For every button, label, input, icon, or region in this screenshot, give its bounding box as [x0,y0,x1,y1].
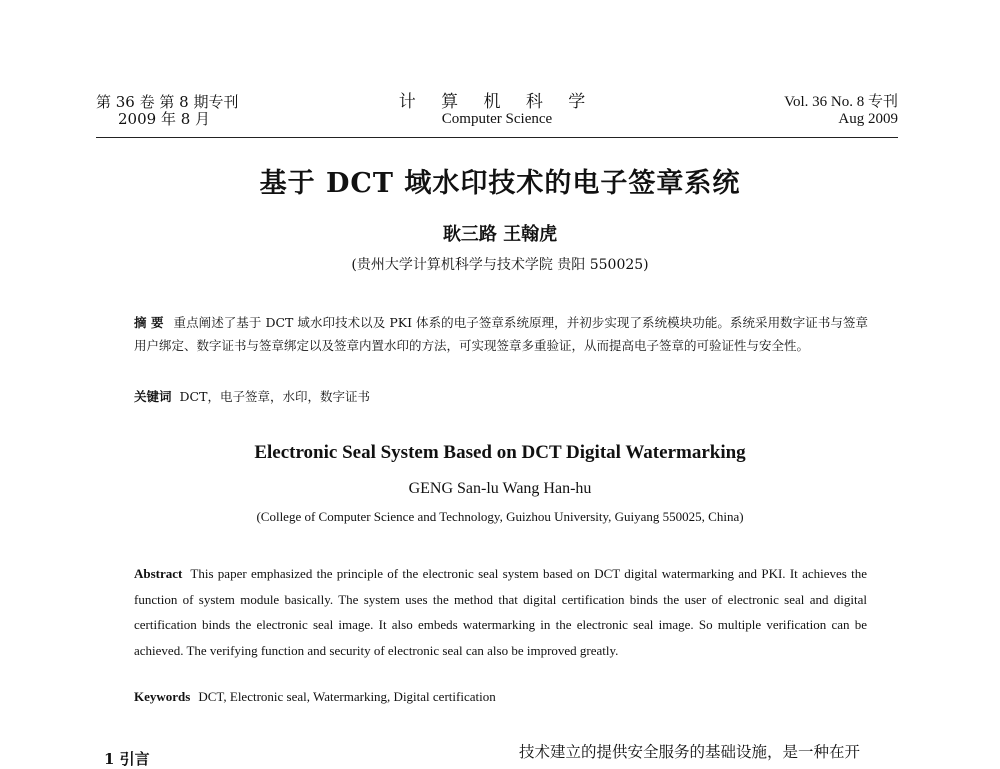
affiliation-en: (College of Computer Science and Technology, Guizhou University, Guiyang 550025, China) [256,509,744,524]
keywords-en-label: Keywords [134,689,191,704]
publication-date: 2009 年 8 月 [118,110,211,128]
abstract-cn [134,312,868,357]
section-heading-intro: 1 引言 [104,750,150,768]
authors-cn: 耿三路 王翰虎 [442,224,558,245]
body-text-fragment: 技术建立的提供安全服务的基础设施，是一种在开 [519,743,861,761]
keywords-cn-label: 关键词 [134,389,172,404]
keywords-en [134,689,867,705]
abstract-cn-label: 摘 要 [134,315,164,330]
authors-en: GENG San-lu Wang Han-hu [408,480,592,497]
volume-issue: 第 36 卷 第 8 期专刊 [96,93,239,111]
keywords-cn-text: DCT，电子签章，水印，数字证书 [179,389,370,404]
journal-name-cn: 计 算 机 科 学 [398,92,596,112]
paper-title-cn: 基于 DCT 域水印技术的电子签章系统 [259,168,741,199]
paper-title-en: Electronic Seal System Based on DCT Digital Watermarking [254,442,746,463]
running-header [96,94,898,136]
affiliation-cn: (贵州大学计算机科学与技术学院 贵阳 550025) [351,257,649,273]
header-rule [96,137,898,138]
keywords-en-text: DCT, Electronic seal, Watermarking, Digital certification [198,689,496,704]
publication-date-en: Aug 2009 [838,111,898,127]
abstract-en-label: Abstract [134,566,183,581]
abstract-en [134,561,867,663]
journal-volume-info-en [784,94,898,128]
abstract-en-text: This paper emphasized the principle of the electronic seal system based on DCT digital watermarking and PKI. It achieves the function of system module basically. The system uses the method that digital certification binds the user of electronic seal and digital certification binds the electronic seal image. It also embeds watermarking in the electronic seal image. So multiple verification can be achieved. The verifying function and security of electronic seal can also be improved greatly. [134,566,867,658]
journal-name [96,94,898,128]
abstract-cn-text: 重点阐述了基于 DCT 域水印技术以及 PKI 体系的电子签章系统原理，并初步实现了系统模块功能。系统采用数字证书与签章用户绑定、数字证书与签章绑定以及签章内置水印的方法，可实现签章多重验证，从而提高电子签章的可验证性与安全性。 [134,315,868,353]
keywords-cn [134,387,868,405]
journal-name-en: Computer Science [441,111,553,127]
volume-issue-en: Vol. 36 No. 8 专刊 [784,94,898,110]
